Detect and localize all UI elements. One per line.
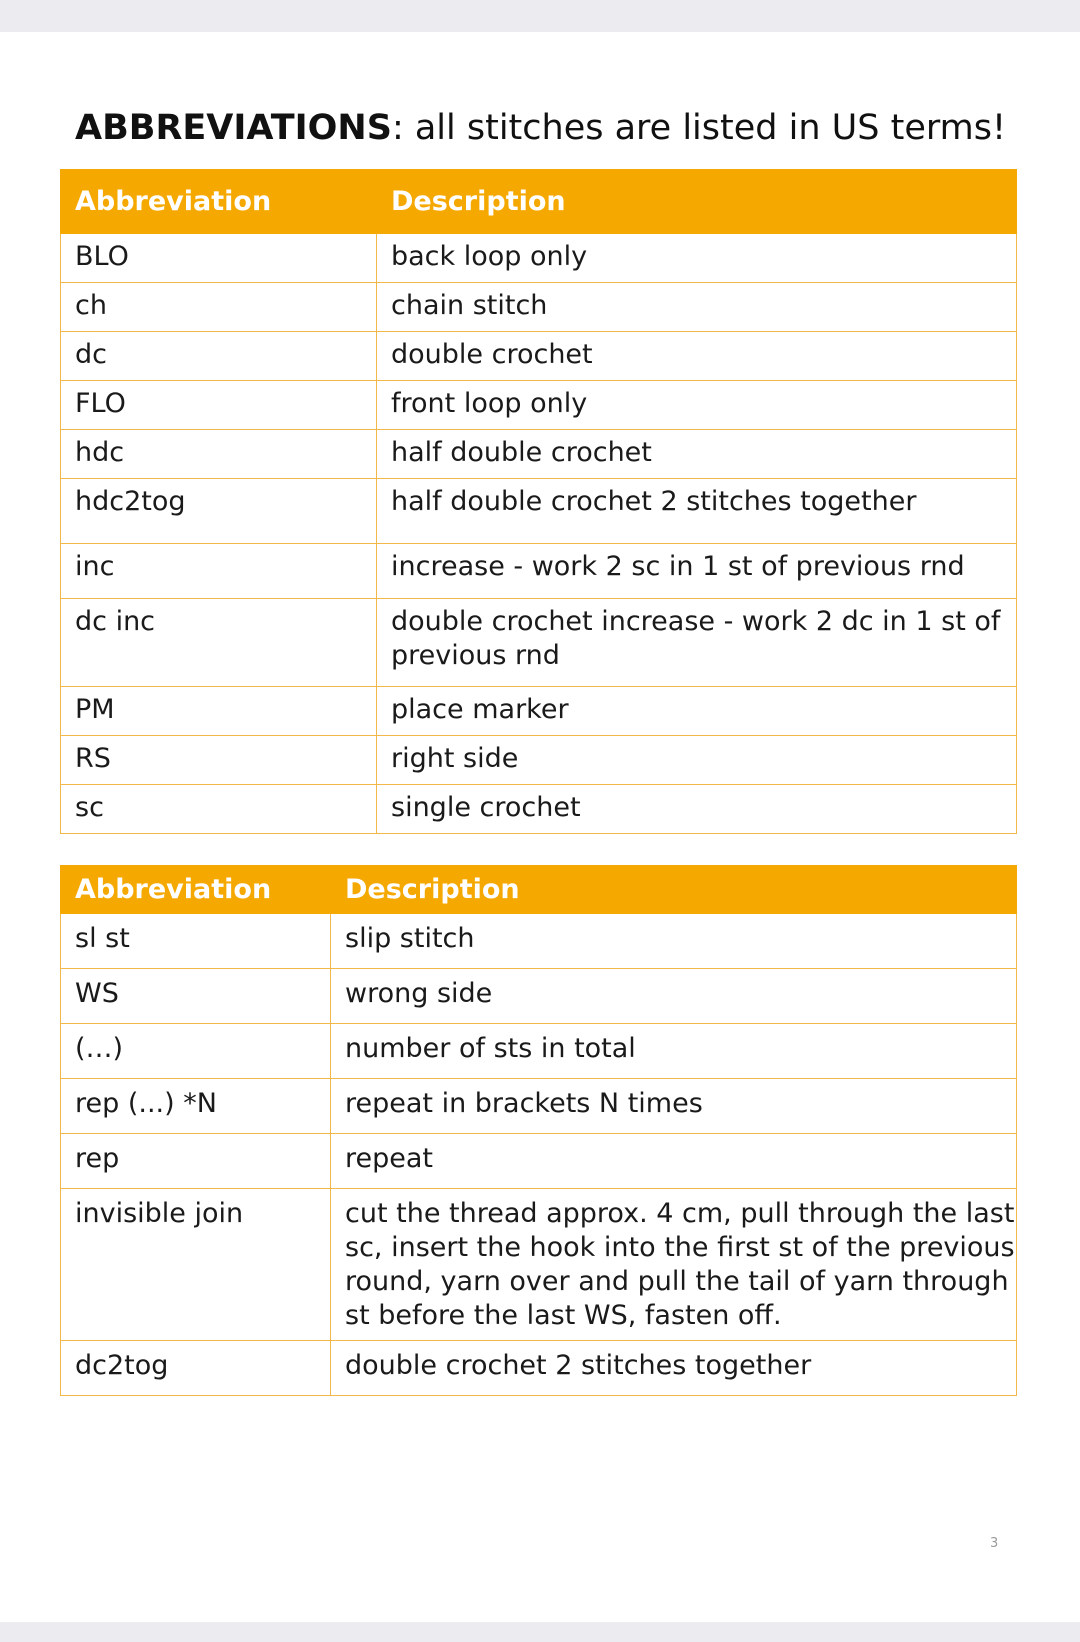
description-cell: chain stitch [377, 283, 1017, 332]
column-header-description: Description [377, 170, 1017, 234]
table-row [61, 1189, 1017, 1341]
table-row [61, 914, 1017, 969]
description-cell: cut the thread approx. 4 cm, pull through the last sc, insert the hook into the first st of the previous round, yarn over and pull the tail of yarn through st before the last WS, fasten off. [331, 1189, 1017, 1341]
description-cell: half double crochet [377, 430, 1017, 479]
table-row [61, 969, 1017, 1024]
table-row [61, 736, 1017, 785]
abbreviation-cell: hdc [61, 430, 377, 479]
description-cell: double crochet [377, 332, 1017, 381]
description-cell: right side [377, 736, 1017, 785]
abbreviation-cell: PM [61, 687, 377, 736]
abbreviation-cell: dc inc [61, 599, 377, 687]
table-row [61, 544, 1017, 599]
description-cell: double crochet 2 stitches together [331, 1341, 1017, 1396]
description-cell: half double crochet 2 stitches together [377, 479, 1017, 544]
abbreviation-cell: invisible join [61, 1189, 331, 1341]
description-cell: place marker [377, 687, 1017, 736]
column-header-abbreviation: Abbreviation [61, 866, 331, 914]
description-cell: slip stitch [331, 914, 1017, 969]
description-cell: front loop only [377, 381, 1017, 430]
abbreviation-cell: hdc2tog [61, 479, 377, 544]
abbreviation-cell: RS [61, 736, 377, 785]
description-cell: wrong side [331, 969, 1017, 1024]
table-header-row [61, 170, 1017, 234]
description-cell: single crochet [377, 785, 1017, 834]
column-header-description: Description [331, 866, 1017, 914]
abbreviation-cell: rep (...) *N [61, 1079, 331, 1134]
heading-bold: ABBREVIATIONS [75, 108, 392, 148]
table-row [61, 1341, 1017, 1396]
abbreviation-cell: inc [61, 544, 377, 599]
abbreviation-cell: FLO [61, 381, 377, 430]
description-cell: number of sts in total [331, 1024, 1017, 1079]
abbreviation-cell: dc [61, 332, 377, 381]
description-cell: double crochet increase - work 2 dc in 1 st of previous rnd [377, 599, 1017, 687]
table-row [61, 1134, 1017, 1189]
heading-rest: : all stitches are listed in US terms! [391, 108, 1006, 148]
description-cell: back loop only [377, 234, 1017, 283]
table-row [61, 381, 1017, 430]
abbreviation-cell: dc2tog [61, 1341, 331, 1396]
table-row [61, 283, 1017, 332]
abbreviation-cell: BLO [61, 234, 377, 283]
abbreviation-cell: ch [61, 283, 377, 332]
abbreviation-cell: sl st [61, 914, 331, 969]
page-heading [75, 108, 1006, 148]
description-cell: increase - work 2 sc in 1 st of previous rnd [377, 544, 1017, 599]
abbreviation-cell: rep [61, 1134, 331, 1189]
column-header-abbreviation: Abbreviation [61, 170, 377, 234]
abbreviation-cell: sc [61, 785, 377, 834]
page-number: 3 [990, 1536, 999, 1551]
description-cell: repeat in brackets N times [331, 1079, 1017, 1134]
table-row [61, 1079, 1017, 1134]
table-row [61, 599, 1017, 687]
table-row [61, 234, 1017, 283]
abbreviation-cell: (…) [61, 1024, 331, 1079]
table-row [61, 332, 1017, 381]
description-cell: repeat [331, 1134, 1017, 1189]
abbreviation-cell: WS [61, 969, 331, 1024]
table-row [61, 785, 1017, 834]
table-row [61, 479, 1017, 544]
table-row [61, 430, 1017, 479]
abbreviations-table-2 [60, 865, 1017, 1396]
table-row [61, 1024, 1017, 1079]
abbreviations-table-1 [60, 169, 1017, 834]
table-row [61, 687, 1017, 736]
table-header-row [61, 866, 1017, 914]
